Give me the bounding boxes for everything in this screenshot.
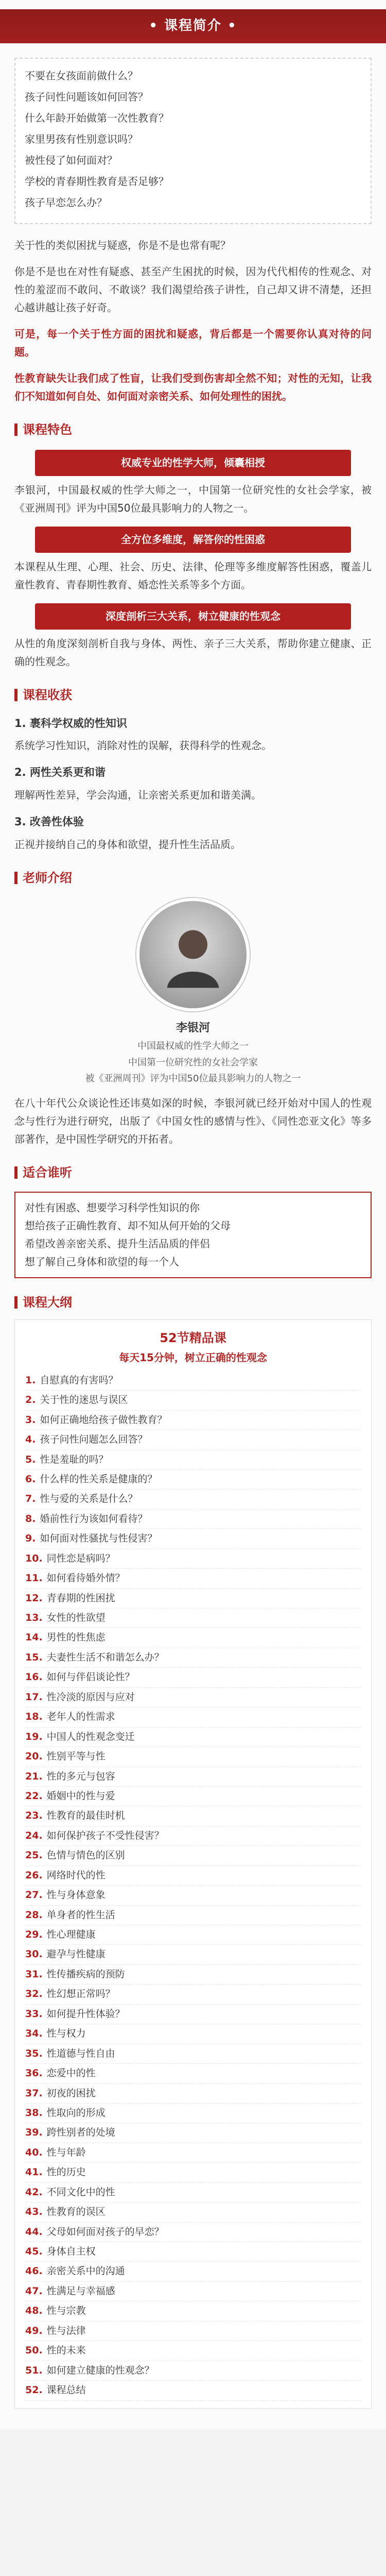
outline-item-number: 40.: [25, 2146, 43, 2158]
heading-bar: [14, 423, 17, 436]
outline-item-text: 性教育的最佳时机: [46, 1810, 125, 1822]
outline-item: [25, 2084, 361, 2104]
outline-item-text: 网络时代的性: [46, 1869, 106, 1881]
outline-subtitle: 每天15分钟，树立正确的性观念: [119, 1351, 267, 1364]
outline-item: [25, 2341, 361, 2361]
outline-item: [25, 1747, 361, 1767]
feature-title: 全方位多维度，解答你的性困惑: [35, 527, 351, 553]
outline-item-text: 色情与情色的区别: [46, 1850, 125, 1861]
heading-bar: [14, 872, 17, 884]
outline-item: [25, 1608, 361, 1628]
outline-item-text: 女性的性欲望: [46, 1612, 106, 1623]
outline-item-text: 单身者的性生活: [46, 1909, 115, 1921]
teacher-heading: [14, 867, 372, 889]
outline-item-number: 48.: [25, 2305, 43, 2317]
outline-item: [25, 1767, 361, 1787]
intro-question: 孩子问性问题该如何回答？: [25, 90, 148, 103]
outline-item-text: 课程总结: [46, 2384, 86, 2396]
outline-item: [25, 1648, 361, 1668]
feature-title: 深度剖析三大关系，树立健康的性观念: [35, 603, 351, 630]
outline-item: [25, 1945, 361, 1964]
outline-item-text: 如何提升性体验？: [46, 2008, 125, 2020]
outline-item-number: 12.: [25, 1592, 43, 1604]
outline-item-number: 47.: [25, 2285, 43, 2297]
outline-item: [25, 1668, 361, 1687]
outline-item-text: 性的历史: [46, 2166, 86, 2178]
outline-item-number: 21.: [25, 1770, 43, 1782]
feature-body: 李银河，中国最权威的性学大师之一，中国第一位研究性的女社会学家，被《亚洲周刊》评为中国50位最具影响力的人物之一。: [14, 483, 372, 514]
outline-item-number: 16.: [25, 1671, 43, 1683]
outline-item-text: 性与宗教: [46, 2305, 86, 2317]
outline-item: [25, 1529, 361, 1549]
harvest-heading: [14, 684, 372, 706]
outline-item: [25, 1489, 361, 1509]
outline-item-number: 4.: [25, 1434, 36, 1446]
features-heading-text: 课程特色: [23, 422, 72, 437]
outline-item: [25, 1470, 361, 1489]
outline-item-text: 同性恋是病吗？: [46, 1552, 115, 1564]
audience-box: [14, 1192, 372, 1278]
outline-item: [25, 1985, 361, 2004]
outline-item: [25, 1430, 361, 1450]
intro-question: 被性侵了如何面对？: [25, 154, 117, 166]
teacher-tag: 中国第一位研究性的女社会学家: [128, 1057, 258, 1068]
heading-bar: [14, 1166, 17, 1179]
outline-item-text: 婚姻中的性与爱: [46, 1790, 115, 1802]
audience-heading-text: 适合谁听: [23, 1165, 72, 1180]
outline-item-text: 如何正确地给孩子做性教育？: [40, 1414, 167, 1426]
outline-item-number: 22.: [25, 1790, 43, 1802]
heading-bar: [14, 689, 17, 701]
outline-item-number: 30.: [25, 1948, 43, 1960]
outline-item-text: 性冷淡的原因与应对: [46, 1691, 135, 1703]
outline-item-number: 11.: [25, 1572, 43, 1584]
outline-item: [25, 2005, 361, 2024]
outline-item: [25, 2064, 361, 2083]
outline-item-number: 6.: [25, 1473, 36, 1485]
outline-item: [25, 2381, 361, 2400]
outline-item-text: 性道德与性自由: [46, 2047, 115, 2059]
harvest-item-title: 2. 两性关系更和谐: [14, 766, 106, 779]
outline-item-text: 父母如何面对孩子的早恋？: [46, 2226, 164, 2238]
outline-item-text: 亲密关系中的沟通: [46, 2265, 125, 2277]
outline-item-number: 28.: [25, 1909, 43, 1921]
outline-item-number: 39.: [25, 2127, 43, 2139]
outline-item: [25, 1688, 361, 1707]
audience-item: 想给孩子正确性教育、却不知从何开始的父母: [25, 1219, 231, 1232]
outline-card: [14, 1319, 372, 2409]
outline-item: [25, 1569, 361, 1588]
outline-item-text: 性别平等与性: [46, 1751, 106, 1762]
person-icon: [157, 919, 229, 991]
outline-heading: [14, 1292, 372, 1313]
features-heading: [14, 419, 372, 440]
outline-item-number: 13.: [25, 1612, 43, 1623]
outline-item: [25, 2282, 361, 2301]
outline-item: [25, 1549, 361, 1569]
outline-item-number: 2.: [25, 1394, 36, 1406]
outline-item-number: 38.: [25, 2107, 43, 2119]
outline-item-number: 25.: [25, 1850, 43, 1861]
outline-item: [25, 1787, 361, 1806]
outline-item-number: 8.: [25, 1513, 36, 1524]
outline-item: [25, 2321, 361, 2341]
outline-item-number: 44.: [25, 2226, 43, 2238]
outline-item-number: 46.: [25, 2265, 43, 2277]
outline-item-text: 自慰真的有害吗？: [40, 1374, 118, 1386]
audience-item: 想了解自己身体和欲望的每一个人: [25, 1255, 179, 1268]
feature-title: 权威专业的性学大师，倾囊相授: [35, 450, 351, 476]
outline-item: [25, 1965, 361, 1985]
outline-item-number: 52.: [25, 2384, 43, 2396]
teacher-heading-text: 老师介绍: [23, 870, 72, 885]
outline-item-text: 如何保护孩子不受性侵害？: [46, 1829, 164, 1841]
teacher-portrait: [136, 898, 250, 1011]
audience-item: 希望改善亲密关系、提升生活品质的伴侣: [25, 1237, 210, 1250]
teacher-bio: 在八十年代公众谈论性还讳莫如深的时候，李银河就已经开始对中国人的性观念与性行为进行研究，出版了《中国女性的感情与性》、《同性恋亚文化》等多部著作，是中国性学研究的开拓者。: [14, 1096, 372, 1145]
outline-item-number: 15.: [25, 1651, 43, 1663]
outline-item-number: 51.: [25, 2364, 43, 2376]
outline-item-number: 36.: [25, 2067, 43, 2079]
outline-item-number: 23.: [25, 1810, 43, 1822]
outline-item-number: 26.: [25, 1869, 43, 1881]
highlight-paragraph: 可是，每一个关于性方面的困扰和疑惑，背后都是一个需要你认真对待的问题。: [14, 327, 372, 358]
outline-item: [25, 2223, 361, 2242]
outline-item-number: 35.: [25, 2047, 43, 2059]
highlight-paragraph: 性教育缺失让我们成了性盲，让我们受到伤害却全然不知；对性的无知，让我们不知道如何自处、如何面对亲密关系、如何处理性的困扰。: [14, 371, 372, 402]
outline-item-text: 青春期的性困扰: [46, 1592, 115, 1604]
outline-item: [25, 1371, 361, 1391]
outline-item-number: 31.: [25, 1968, 43, 1980]
outline-item: [25, 1925, 361, 1945]
outline-item: [25, 2361, 361, 2381]
outline-item-text: 恋爱中的性: [46, 2067, 96, 2079]
outline-item-number: 14.: [25, 1632, 43, 1643]
outline-item-text: 性幻想正常吗？: [46, 1988, 115, 2000]
outline-item-text: 性传播疾病的预防: [46, 1968, 125, 1980]
outline-item-number: 29.: [25, 1929, 43, 1940]
outline-item: [25, 1826, 361, 1846]
outline-item-number: 7.: [25, 1493, 36, 1505]
outline-item-text: 婚前性行为该如何看待？: [40, 1513, 148, 1524]
outline-item-number: 18.: [25, 1711, 43, 1723]
outline-item-text: 性教育的误区: [46, 2206, 106, 2218]
outline-item-text: 如何与伴侣谈论性？: [46, 1671, 135, 1683]
outline-item-text: 性满足与幸福感: [46, 2285, 115, 2297]
outline-item: [25, 2163, 361, 2182]
outline-item-text: 如何建立健康的性观念？: [46, 2364, 154, 2376]
intro-question: 孩子早恋怎么办？: [25, 196, 107, 209]
outline-item-number: 3.: [25, 1414, 36, 1426]
outline-item: [25, 2301, 361, 2321]
intro-questions-box: [14, 58, 372, 224]
harvest-item-body: 正视并接纳自己的身体和欲望，提升性生活品质。: [14, 838, 241, 851]
harvest-heading-text: 课程收获: [23, 687, 72, 702]
audience-heading: [14, 1162, 372, 1183]
intro-question: 不要在女孩面前做什么？: [25, 69, 138, 82]
intro-question: 学校的青春期性教育是否足够？: [25, 175, 169, 188]
outline-item-number: 49.: [25, 2325, 43, 2336]
outline-item-text: 关于性的迷思与误区: [40, 1394, 128, 1406]
outline-item-text: 性与年龄: [46, 2146, 86, 2158]
outline-item: [25, 1866, 361, 1886]
outline-item-number: 43.: [25, 2206, 43, 2218]
outline-item: [25, 1450, 361, 1470]
feature-body: 从性的角度深刻剖析自我与身体、两性、亲子三大关系，帮助你建立健康、正确的性观念。: [14, 637, 372, 668]
outline-item: [25, 1846, 361, 1866]
outline-item: [25, 1391, 361, 1410]
feature-body: 本课程从生理、心理、社会、历史、法律、伦理等多维度解答性困惑，覆盖儿童性教育、青春期性教育、婚恋性关系等多个方面。: [14, 560, 372, 591]
outline-item-text: 中国人的性观念变迁: [46, 1731, 135, 1742]
outline-item-number: 45.: [25, 2246, 43, 2257]
harvest-item-body: 系统学习性知识，消除对性的误解，获得科学的性观念。: [14, 739, 272, 752]
teacher-name: 李银河: [176, 1021, 210, 1035]
outline-item: [25, 1589, 361, 1608]
outline-item: [25, 1806, 361, 1826]
outline-item-number: 41.: [25, 2166, 43, 2178]
outline-item: [25, 2143, 361, 2163]
outline-item-number: 10.: [25, 1552, 43, 1564]
outline-item-number: 1.: [25, 1374, 36, 1386]
harvest-item-title: 3. 改善性体验: [14, 816, 84, 828]
outline-item-number: 5.: [25, 1453, 36, 1465]
outline-item-text: 男性的性焦虑: [46, 1632, 106, 1643]
outline-item-number: 50.: [25, 2345, 43, 2357]
outline-item: [25, 2183, 361, 2202]
outline-item: [25, 2104, 361, 2123]
outline-item-text: 性与身体意象: [46, 1889, 106, 1901]
intro-question: 家里男孩有性别意识吗？: [25, 132, 138, 145]
outline-item-number: 17.: [25, 1691, 43, 1703]
outline-item-text: 性的多元与包容: [46, 1770, 115, 1782]
outline-item-number: 24.: [25, 1829, 43, 1841]
intro-paragraph: 你是不是也在对性有疑惑、甚至产生困扰的时候，因为代代相传的性观念、对性的羞涩而不敢问、不敢谈？我们渴望给孩子讲性，自己却又讲不清楚，还担心越讲越让孩子好奇。: [14, 265, 372, 314]
outline-item-text: 性心理健康: [46, 1929, 96, 1940]
outline-item-number: 42.: [25, 2186, 43, 2198]
outline-item-text: 老年人的性需求: [46, 1711, 115, 1723]
outline-item-text: 初夜的困扰: [46, 2087, 96, 2099]
teacher-tag: 被《亚洲周刊》评为中国50位最具影响力的人物之一: [85, 1073, 301, 1084]
outline-item-number: 20.: [25, 1751, 43, 1762]
outline-item: [25, 1906, 361, 1925]
outline-item: [25, 1628, 361, 1648]
harvest-item-body: 理解两性差异，学会沟通，让亲密关系更加和谐美满。: [14, 789, 261, 801]
outline-item-text: 性与法律: [46, 2325, 86, 2336]
outline-list: [25, 1371, 361, 2401]
outline-item-text: 性的未来: [46, 2345, 86, 2357]
outline-item-number: 33.: [25, 2008, 43, 2020]
outline-item: [25, 2123, 361, 2143]
harvest-item-title: 1. 裹科学权威的性知识: [14, 717, 127, 730]
outline-item-text: 性是羞耻的吗？: [40, 1453, 109, 1465]
outline-item: [25, 1886, 361, 1905]
outline-title: 52节精品课: [160, 1330, 226, 1345]
outline-item: [25, 1727, 361, 1747]
audience-item: 对性有困惑、想要学习科学性知识的你: [25, 1201, 200, 1214]
outline-item: [25, 2024, 361, 2044]
teacher-tag: 中国最权威的性学大师之一: [137, 1041, 249, 1052]
outline-item-number: 9.: [25, 1533, 36, 1545]
outline-item-text: 性取向的形成: [46, 2107, 106, 2119]
outline-item-text: 跨性别者的处境: [46, 2127, 115, 2139]
outline-item-text: 孩子问性问题怎么回答？: [40, 1434, 148, 1446]
outline-item-number: 32.: [25, 1988, 43, 2000]
outline-item-text: 什么样的性关系是健康的？: [40, 1473, 157, 1485]
outline-item: [25, 2044, 361, 2064]
outline-heading-text: 课程大纲: [23, 1295, 72, 1310]
outline-item-number: 34.: [25, 2028, 43, 2040]
outline-item-text: 不同文化中的性: [46, 2186, 115, 2198]
heading-bar: [14, 1296, 17, 1309]
course-intro-banner: • 课程简介 •: [0, 9, 386, 43]
outline-item: [25, 2202, 361, 2222]
outline-item-text: 避孕与性健康: [46, 1948, 106, 1960]
outline-item: [25, 1707, 361, 1727]
outline-item-text: 性与爱的关系是什么？: [40, 1493, 138, 1505]
intro-question: 什么年龄开始做第一次性教育？: [25, 111, 169, 124]
outline-item-text: 如何面对性骚扰与性侵害？: [40, 1533, 157, 1545]
outline-item: [25, 2262, 361, 2281]
outline-item-text: 身体自主权: [46, 2246, 96, 2257]
outline-item-text: 如何看待婚外情？: [46, 1572, 125, 1584]
outline-item: [25, 1510, 361, 1529]
outline-item-text: 夫妻性生活不和谐怎么办？: [46, 1651, 164, 1663]
outline-item-number: 19.: [25, 1731, 43, 1742]
outline-item-number: 37.: [25, 2087, 43, 2099]
outline-item: [25, 2242, 361, 2262]
outline-item: [25, 1411, 361, 1430]
outline-item-text: 性与权力: [46, 2028, 86, 2040]
outline-item-number: 27.: [25, 1889, 43, 1901]
intro-paragraph: 关于性的类似困扰与疑惑，你是不是也常有呢？: [14, 239, 231, 251]
